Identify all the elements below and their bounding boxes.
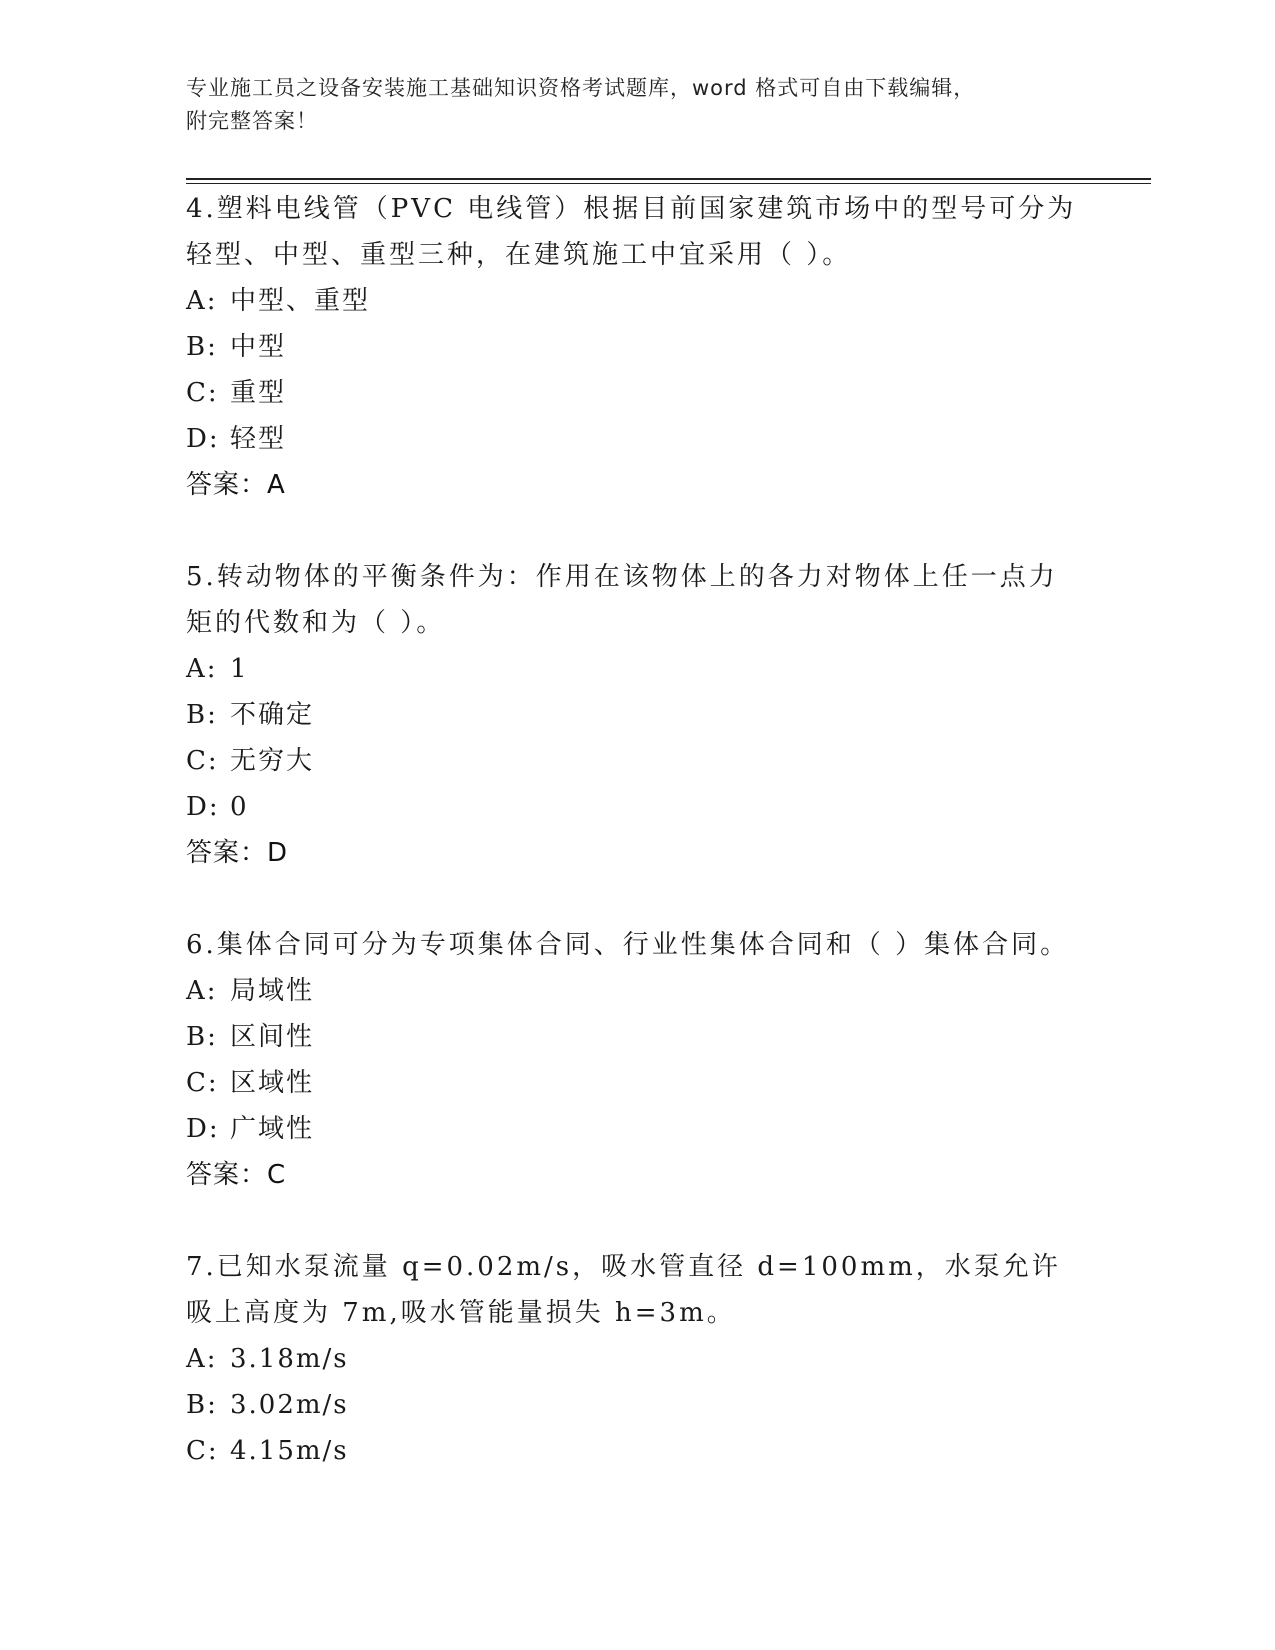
option-text: 中型 [230,332,287,362]
question-text: 4.塑料电线管（PVC 电线管）根据目前国家建筑市场中的型号可分为轻型、中型、重型三种，在建筑施工中宜采用（ ）。 [186,194,1077,270]
question-6 [186,922,1086,1198]
question-text: 6.集体合同可分为专项集体合同、行业性集体合同和（ ）集体合同。 [186,930,1070,960]
header-line-1: 专业施工员之设备安装施工基础知识资格考试题库，word 格式可自由下载编辑， [186,76,976,100]
option-d [186,784,1086,830]
answer-line: 答案：C [186,1160,287,1190]
option-letter: A: [186,1344,218,1374]
question-7 [186,1244,1086,1474]
option-letter: B: [186,700,218,730]
question-text: 7.已知水泵流量 q=0.02m/s，吸水管直径 d=100mm，水泵允许吸上高度为 7m,吸水管能量损失 h=3m。 [186,1252,1061,1328]
option-text: 无穷大 [230,746,315,776]
option-text: 轻型 [230,424,287,454]
option-a [186,1336,1086,1382]
option-letter: C: [186,746,219,776]
option-b [186,1382,1086,1428]
option-letter: B: [186,332,218,362]
option-a [186,278,1086,324]
option-text: 3.02m/s [230,1390,349,1420]
option-letter: A: [186,286,218,316]
answer-line: 答案：D [186,838,289,868]
option-c [186,1428,1086,1474]
option-letter: C: [186,378,219,408]
option-text: 局域性 [230,976,315,1006]
option-text: 4.15m/s [230,1436,349,1466]
option-d [186,416,1086,462]
option-b [186,692,1086,738]
option-letter: D: [186,424,220,454]
option-text: 1 [230,654,249,684]
option-text: 中型、重型 [230,286,371,316]
option-text: 重型 [230,378,287,408]
answer-line: 答案：A [186,470,286,500]
option-text: 区间性 [230,1022,315,1052]
header-line-2: 附完整答案！ [186,109,318,133]
option-c [186,370,1086,416]
question-text: 5.转动物体的平衡条件为：作用在该物体上的各力对物体上任一点力矩的代数和为（ ）。 [186,562,1058,638]
option-letter: A: [186,976,218,1006]
option-c [186,1060,1086,1106]
option-text: 区域性 [230,1068,315,1098]
option-d [186,1106,1086,1152]
option-letter: C: [186,1068,219,1098]
header-divider-thin [186,183,1151,184]
option-text: 0 [230,792,249,822]
question-5 [186,554,1086,876]
option-text: 不确定 [230,700,315,730]
option-letter: B: [186,1022,218,1052]
option-a [186,646,1086,692]
option-letter: C: [186,1436,219,1466]
option-letter: B: [186,1390,218,1420]
option-text: 广域性 [230,1114,315,1144]
option-b [186,1014,1086,1060]
option-letter: D: [186,792,220,822]
option-a [186,968,1086,1014]
option-letter: D: [186,1114,220,1144]
header-divider-thick [186,178,1151,180]
option-b [186,324,1086,370]
option-text: 3.18m/s [230,1344,349,1374]
document-header [186,72,1086,138]
option-c [186,738,1086,784]
option-letter: A: [186,654,218,684]
question-4 [186,186,1086,508]
question-list [186,186,1086,1520]
